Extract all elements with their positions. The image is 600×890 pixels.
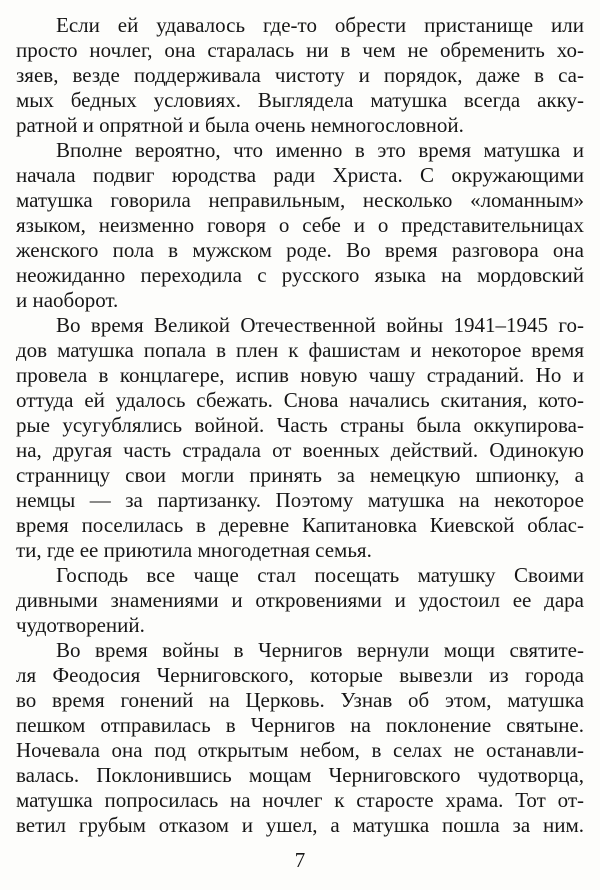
text-line: женского пола в мужском роде. Во время разговора она xyxy=(16,238,584,262)
text-line: время поселилась в деревне Капитановка Киевской облас- xyxy=(16,513,584,537)
text-line: ти, где ее приютила многодетная семья. xyxy=(16,538,372,562)
text-line: матушка попросилась на ночлег к старосте храма. Тот от- xyxy=(16,788,584,812)
text-line: и наоборот. xyxy=(16,288,119,312)
text-line: Если ей удавалось где-то обрести пристанище или xyxy=(56,13,584,37)
text-line: ля Феодосия Черниговского, которые вывезли из города xyxy=(16,663,584,687)
text-line: оттуда ей удалось сбежать. Снова начались скитания, кото- xyxy=(16,388,584,412)
text-line: начала подвиг юродства ради Христа. С окружающими xyxy=(16,163,584,187)
text-line: Господь все чаще стал посещать матушку Своими xyxy=(56,563,584,587)
page-number: 7 xyxy=(294,848,306,872)
text-line: Во время войны в Чернигов вернули мощи святите- xyxy=(56,638,584,662)
text-line: дов матушка попала в плен к фашистам и некоторое время xyxy=(16,338,584,362)
text-block xyxy=(16,13,584,838)
text-line: матушка говорила неправильным, несколько «ломанным» xyxy=(16,188,584,212)
text-line: во время гонений на Церковь. Узнав об этом, матушка xyxy=(16,688,584,712)
text-line: языком, неизменно говоря о себе и о представительницах xyxy=(16,213,584,237)
text-line: на, другая часть страдала от военных действий. Одинокую xyxy=(16,438,584,462)
text-line: дивными знамениями и откровениями и удостоил ее дара xyxy=(16,588,584,612)
text-line: ветил грубым отказом и ушел, а матушка пошла за ним. xyxy=(16,813,584,837)
text-line: ратной и опрятной и была очень немногословной. xyxy=(16,113,464,137)
text-line: валась. Поклонившись мощам Черниговского чудотворца, xyxy=(16,763,584,787)
text-line: Во время Великой Отечественной войны 1941–1945 го- xyxy=(56,313,584,337)
text-line: Ночевала она под открытым небом, в селах не останавли- xyxy=(16,738,584,762)
text-line: провела в концлагере, испив новую чашу страданий. Но и xyxy=(16,363,584,387)
text-line: зяев, везде поддерживала чистоту и порядок, даже в са- xyxy=(16,63,584,87)
text-line: рые усугублялись войной. Часть страны была оккупирова- xyxy=(16,413,584,437)
text-line: Вполне вероятно, что именно в это время матушка и xyxy=(56,138,584,162)
text-line: мых бедных условиях. Выглядела матушка всегда акку- xyxy=(16,88,584,112)
text-line: немцы — за партизанку. Поэтому матушка на некоторое xyxy=(16,488,584,512)
text-line: неожиданно переходила с русского языка на мордовский xyxy=(16,263,584,287)
text-line: просто ночлег, она старалась ни в чем не обременить хо- xyxy=(16,38,584,62)
text-line: пешком отправилась в Чернигов на поклонение святыне. xyxy=(16,713,584,737)
text-line: чудотворений. xyxy=(16,613,145,637)
text-line: странницу свои могли принять за немецкую шпионку, а xyxy=(16,463,584,487)
